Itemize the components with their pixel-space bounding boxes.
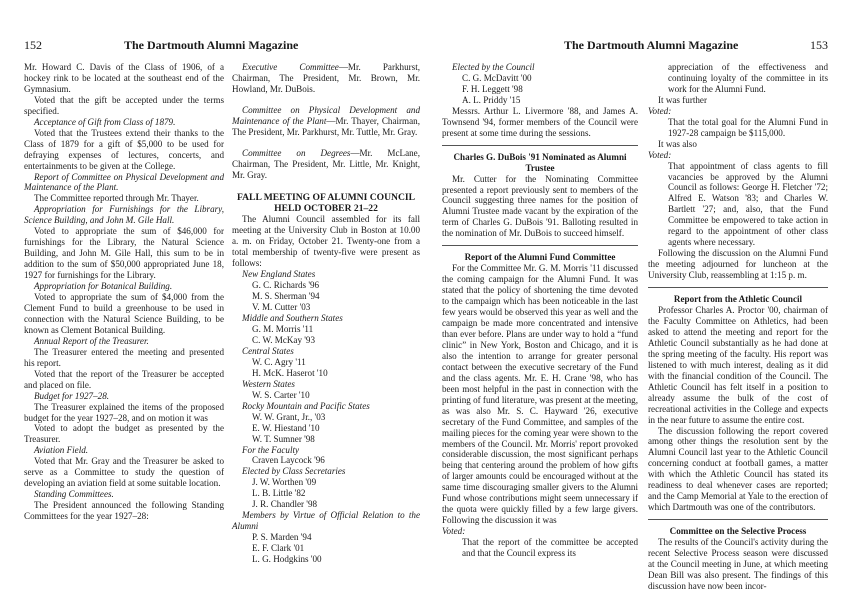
paragraph: Voted that the Trustees extend their thanks to the Class of 1879 for a gift of $5,000 to be used for defraying expenses of lectures, concerts, and entertainments to be given at the College. <box>24 127 224 171</box>
group-label: Western States <box>242 378 295 389</box>
group-label: Central States <box>242 345 294 356</box>
elected-name: C. G. McDavitt '00 <box>462 72 532 83</box>
member-name: G. C. Richards '96 <box>252 280 320 291</box>
member-name: W. T. Sumner '98 <box>252 433 315 444</box>
paragraph: Voted that the gift be accepted under the terms specified. <box>24 94 224 116</box>
elected-label: Elected by the Council <box>452 62 535 72</box>
column-1 <box>24 62 224 522</box>
member-name: E. F. Clark '01 <box>252 543 305 554</box>
group-label: Rocky Mountain and Pacific States <box>242 400 370 411</box>
column-4 <box>648 62 828 592</box>
committee-members: —Mr. Thayer, Chairman, The President, Mr. Parkhurst, Mr. Tuttle, Mr. Gray. <box>232 115 420 137</box>
member-name: G. M. Morris '11 <box>252 324 314 335</box>
divider <box>648 287 828 288</box>
committee-label: Executive Committee <box>242 62 339 72</box>
paragraph: The Committee reported through Mr. Thayer. <box>34 193 199 204</box>
paragraph: Voted to appropriate the sum of $4,000 from the Clement Fund to build a greenhouse to be used in connection with the Natural Science Building, to be known as Clement Botanical Building. <box>24 292 224 335</box>
group-label: Middle and Southern States <box>242 313 343 324</box>
group-label: Elected by Class Secretaries <box>242 466 346 477</box>
member-name: J. R. Chandler '98 <box>252 499 318 510</box>
member-name: Craven Laycock '96 <box>252 455 325 466</box>
section-heading: Report of Committee on Physical Development and Maintenance of the Plant. <box>24 171 224 193</box>
paragraph: Professor Charles A. Proctor '00, chairman of the Faculty Committee on Athletics, had been asked to attend the meeting and report for the Athletic Council substantially as he had done at the spring meeting of the faculty. His report was listened to with much interest, dealing as it did with the financial condition of the Council. The Athletic Council has felt itself in a position to already assume the bulk of the cost of recreational activities in the College and expects in the near future to assume the entire cost. <box>648 305 828 425</box>
divider <box>442 245 638 246</box>
member-name: W. C. Agry '11 <box>252 356 306 367</box>
section-heading: Budget for 1927–28. <box>34 390 110 401</box>
member-name: W. S. Carter '10 <box>252 389 310 400</box>
paragraph: The Treasurer explained the items of the proposed budget for the year 1927–28, and on motion it was <box>24 401 224 423</box>
right-page-header <box>564 38 828 53</box>
committee-entry <box>232 62 420 95</box>
member-name: L. G. Hodgkins '00 <box>252 554 322 565</box>
member-name: V. M. Cutter '03 <box>252 302 311 313</box>
paragraph: The President announced the following Standing Committees for the year 1927–28: <box>24 500 224 522</box>
paragraph: Following the discussion on the Alumni Fund the meeting adjourned for luncheon at the University Club, reassembling at 1:15 p. m. <box>648 248 828 281</box>
paragraph: Mr. Cutter for the Nominating Committee presented a report previously sent to members of the Council suggesting three names for the position of Alumni Trustee made vacant by the expiration of the term of Charles G. DuBois '91. Balloting resulted in the nomination of Mr. DuBois to succeed himself. <box>442 173 638 239</box>
paragraph: That appointment of class agents to fill vacancies be approved by the Alumni Council as follows: George H. Fletcher '72; Alfred E. Watson '83; and Charles W. Bartlett '27; and, also, that the Fund Committee be empowered to take action in regard to the appointment of other class agents where necessary. <box>668 160 828 248</box>
left-page-number: 152 <box>24 38 42 52</box>
left-running-head: The Dartmouth Alumni Magazine <box>124 38 299 52</box>
section-heading: Appropriation for Furnishings for the Library, Science Building, and John M. Gile Hall. <box>24 204 224 226</box>
section-heading: Appropriation for Botanical Building. <box>34 281 173 292</box>
elected-name: A. L. Priddy '15 <box>462 94 521 105</box>
section-heading: Standing Committees. <box>34 489 114 500</box>
paragraph: The Treasurer entered the meeting and presented his report. <box>24 346 224 368</box>
member-name: C. W. McKay '93 <box>252 334 316 345</box>
member-name: H. McK. Haserot '10 <box>252 367 328 378</box>
paragraph: That the report of the committee be accepted and that the Council express its <box>462 537 638 559</box>
column-3 <box>442 62 638 559</box>
member-name: P. S. Marden '94 <box>252 532 312 543</box>
section-heading: Aviation Field. <box>34 445 89 456</box>
group-label: New England States <box>242 269 316 280</box>
athletic-heading: Report from the Athletic Council <box>673 294 803 305</box>
fund-heading: Report of the Alumni Fund Committee <box>464 252 616 263</box>
paragraph: The results of the Council's activity during the recent Selective Process season were discussed at the Council meeting in June, at which meeting Dean Bill was also present. The findings of this discussion have now been incor- <box>648 537 828 591</box>
attendee-groups <box>232 269 420 565</box>
voted-label: Voted: <box>442 526 466 537</box>
committee-entry <box>232 148 420 181</box>
fall-meeting-heading: FALL MEETING OF ALUMNI COUNCIL HELD OCTOBER 21–22 <box>236 191 416 214</box>
paragraph: Voted to appropriate the sum of $46,000 for furnishings for the Library, the Natural Science Building, and John M. Gile Hall, this sum to be in addition to the sum of $50,000 appropriated June 18, 1927 for furnishings for the Library. <box>24 226 224 281</box>
member-name: L. B. Little '82 <box>252 488 306 499</box>
paragraph: The discussion following the report covered among other things the resolution sent by the Alumni Council last year to the Athletic Council concerning conduct at football games, a matter with which the Athletic Council has stated its readiness to deal whenever cases are reported; and the Camp Memorial at Yale to the erection of which Dartmouth was one of the contributors. <box>648 425 828 513</box>
elected-name: F. H. Leggett '98 <box>462 83 523 94</box>
paragraph: For the Committee Mr. G. M. Morris '11 discussed the coming campaign for the Alumni Fund. It was stated that the policy of shortening the time devoted to the campaign which has been noticeable in the last few years would be observed this year as well and the campaign be made more concentrated and intensive than ever before. Plans are under way to hold a “fund clinic” in New York, Boston and Chicago, and it is also the intention to arrange for greater personal contact between the executive secretary of the Fund and the class agents. Mr. E. H. Crane '98, who has been most helpful in the past in connection with the printing of fund literature, was present at the meeting, as was also Mr. S. C. Hayward '26, executive secretary of the Fund Committee, and samples of the mailing pieces for the coming year were shown to the members of the Council. Mr. Morris' report provoked considerable discussion, the most significant perhaps being that centering around the problem of how gifts of larger amounts could be encouraged without at the same time discouraging smaller givers to the Alumni Fund whose contributions might seem unnecessary if the quota were quickly filled by a few large givers. Following the discussion it was <box>442 263 638 526</box>
section-heading: Acceptance of Gift from Class of 1879. <box>34 116 176 127</box>
divider <box>648 519 828 520</box>
paragraph: Messrs. Arthur L. Livermore '88, and James A. Townsend '94, former members of the Council were present at some time during the sessions. <box>442 105 638 138</box>
paragraph: It was also <box>658 138 697 149</box>
voted-label: Voted: <box>648 149 672 160</box>
right-page-number: 153 <box>810 38 828 52</box>
paragraph: Mr. Howard C. Davis of the Class of 1906, of a hockey rink to be located at the southeast end of the Gymnasium. <box>24 62 224 94</box>
paragraph: That the total goal for the Alumni Fund in 1927-28 campaign be $115,000. <box>668 116 828 138</box>
committee-entry <box>232 105 420 138</box>
column-2 <box>232 62 420 565</box>
committee-label: Committee on Degrees <box>242 147 351 158</box>
committee-members: —Mr. Parkhurst, Chairman, The President, Mr. Brown, Mr. Howland, Mr. DuBois. <box>232 62 420 94</box>
committee-label: Committee on Physical Development and Maintenance of the Plant <box>232 104 420 126</box>
committee-members: —Mr. McLane, Chairman, The President, Mr. Little, Mr. Knight, Mr. Gray. <box>232 147 420 180</box>
group-label: Members by Virtue of Official Relation to the Alumni <box>232 510 420 532</box>
voted-label: Voted: <box>648 105 672 116</box>
paragraph: Voted to adopt the budget as presented by the Treasurer. <box>24 423 224 445</box>
paragraph: appreciation of the effectiveness and continuing loyalty of the committee in its work for the Alumni Fund. <box>668 62 828 94</box>
paragraph: It was further <box>658 94 707 105</box>
paragraph: The Alumni Council assembled for its fall meeting at the University Club in Boston at 10.00 a. m. on Friday, October 21. Twenty-one from a total membership of twenty-five were present as follows: <box>232 214 420 269</box>
member-name: E. W. Hiestand '10 <box>252 422 320 433</box>
paragraph: Voted that Mr. Gray and the Treasurer be asked to serve as a Committee to study the question of developing an aviation field at some suitable location. <box>24 456 224 489</box>
divider <box>442 145 638 146</box>
left-page-header <box>24 38 416 53</box>
selective-heading: Committee on the Selective Process <box>669 526 807 537</box>
member-name: M. S. Sherman '94 <box>252 291 320 302</box>
group-label: For the Faculty <box>242 444 300 455</box>
member-name: W. W. Grant, Jr., '03 <box>252 411 326 422</box>
member-name: J. W. Worthen '09 <box>252 477 317 488</box>
right-running-head: The Dartmouth Alumni Magazine <box>564 38 739 52</box>
dubois-heading: Charles G. DuBois '91 Nominated as Alumni Trustee <box>453 151 627 173</box>
paragraph: Voted that the report of the Treasurer be accepted and placed on file. <box>24 368 224 390</box>
section-heading: Annual Report of the Treasurer. <box>34 335 149 346</box>
